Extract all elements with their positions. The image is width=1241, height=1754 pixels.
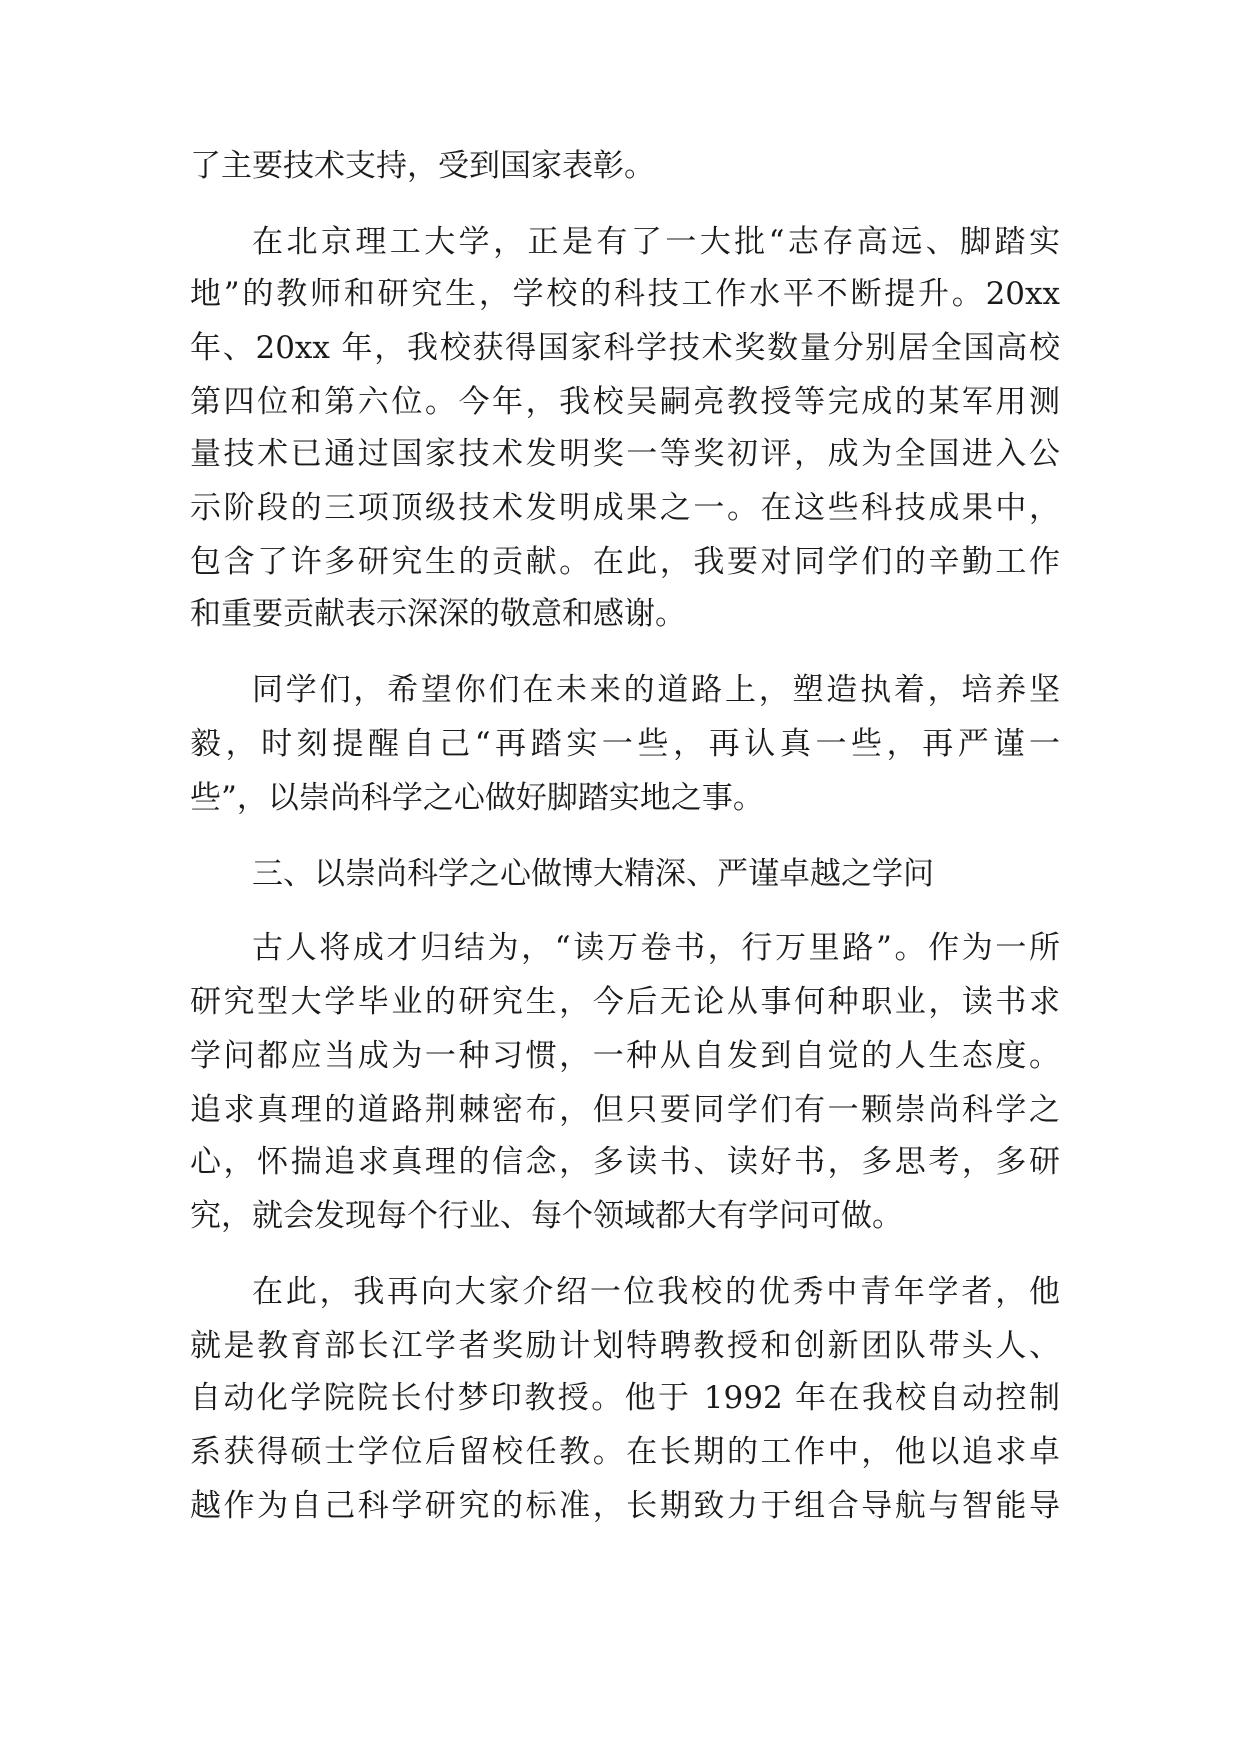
text-line: 包含了许多研究生的贡献。在此，我要对同学们的辛勤工作 (190, 544, 1060, 580)
text-line: 地”的教师和研究生，学校的科技工作水平不断提升。20xx (190, 276, 1060, 312)
text-line: 研究型大学毕业的研究生，今后无论从事何种职业，读书求 (190, 984, 1060, 1020)
text-line: 毅，时刻提醒自己“再踏实一些，再认真一些，再严谨一 (190, 726, 1060, 762)
text-line: 第四位和第六位。今年，我校吴嗣亮教授等完成的某军用测 (190, 384, 1060, 420)
text-line: 学问都应当成为一种习惯，一种从自发到自觉的人生态度。 (190, 1038, 1060, 1074)
text-line: 在此，我再向大家介绍一位我校的优秀中青年学者，他 (252, 1274, 1060, 1310)
section-heading: 三、以崇尚科学之心做博大精深、严谨卓越之学问 (252, 856, 934, 892)
text-line: 心，怀揣追求真理的信念，多读书、读好书，多思考，多研 (190, 1144, 1060, 1180)
text-line: 些”，以崇尚科学之心做好脚踏实地之事。 (190, 780, 764, 816)
text-line: 同学们，希望你们在未来的道路上，塑造执着，培养坚 (252, 672, 1060, 708)
text-line: 在北京理工大学，正是有了一大批“志存高远、脚踏实 (252, 224, 1060, 260)
text-line: 量技术已通过国家技术发明奖一等奖初评，成为全国进入公 (190, 436, 1060, 472)
text-line: 就是教育部长江学者奖励计划特聘教授和创新团队带头人、 (190, 1328, 1060, 1364)
text-line: 和重要贡献表示深深的敬意和感谢。 (190, 596, 686, 632)
text-line: 示阶段的三项顶级技术发明成果之一。在这些科技成果中， (190, 490, 1060, 526)
text-line: 追求真理的道路荆棘密布，但只要同学们有一颗崇尚科学之 (190, 1092, 1060, 1128)
text-line: 年、20xx 年，我校获得国家科学技术奖数量分别居全国高校 (190, 330, 1060, 366)
text-line: 究，就会发现每个行业、每个领域都大有学问可做。 (190, 1198, 903, 1234)
text-line: 系获得硕士学位后留校任教。在长期的工作中，他以追求卓 (190, 1434, 1060, 1470)
text-line: 自动化学院院长付梦印教授。他于 1992 年在我校自动控制 (190, 1380, 1060, 1416)
text-line: 越作为自己科学研究的标准，长期致力于组合导航与智能导 (190, 1488, 1060, 1524)
text-line: 古人将成才归结为，“读万卷书，行万里路”。作为一所 (252, 930, 1060, 966)
text-line: 了主要技术支持，受到国家表彰。 (190, 148, 655, 184)
